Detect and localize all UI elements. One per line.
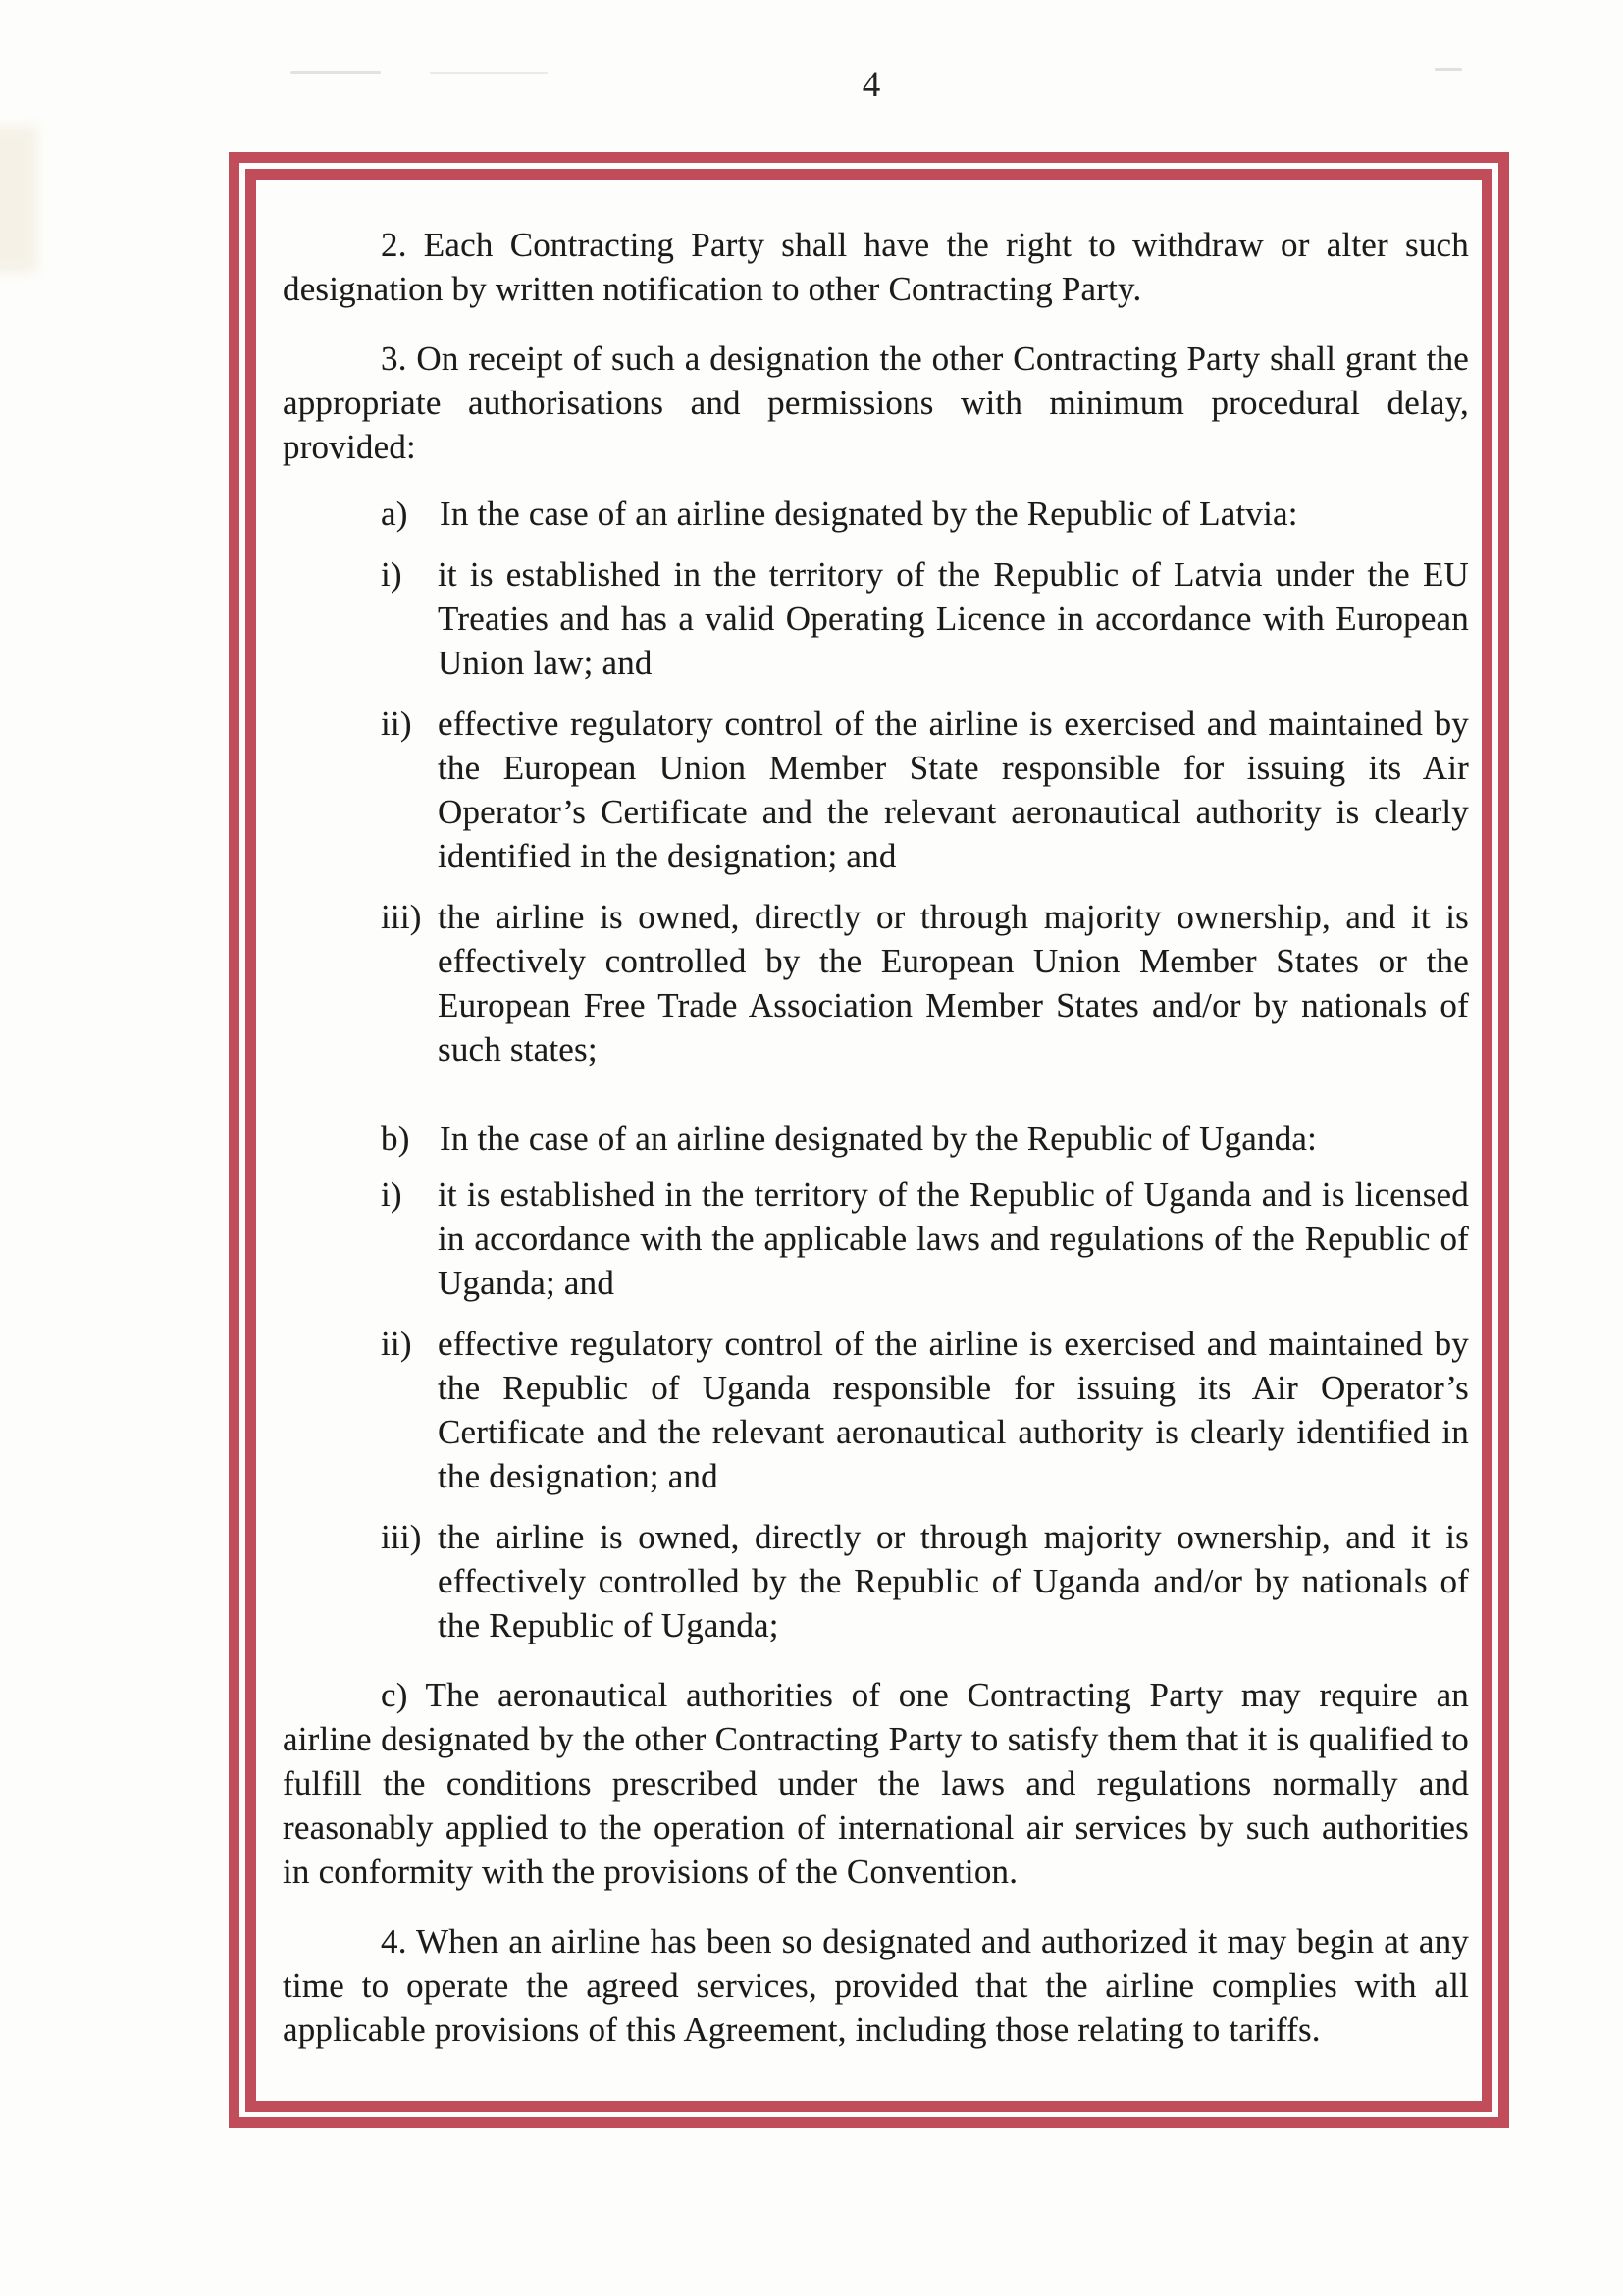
- list-marker: b): [381, 1120, 410, 1158]
- paragraph-text: In the case of an airline designated by the Republic of Latvia:: [440, 495, 1298, 533]
- paragraph-text: the airline is owned, directly or through majority ownership, and it is effectively controlled by the Republic of Uganda and/or by nationals of the Republic of Uganda;: [438, 1518, 1469, 1644]
- document-body: [283, 223, 1469, 2101]
- paragraph: [283, 1919, 1469, 2052]
- list-item: [283, 552, 1469, 685]
- list-marker: iii): [381, 1518, 422, 1556]
- list-item: [283, 1117, 1469, 1161]
- paragraph-text: it is established in the territory of the Republic of Latvia under the EU Treaties and has a valid Operating Licence in accordance with European Union law; and: [438, 555, 1469, 682]
- list-marker: iii): [381, 898, 422, 936]
- paragraph-text: 4. When an airline has been so designated and authorized it may begin at any time to operate the agreed services, provided that the airline complies with all applicable provisions of this Agreement, including those relating to tariffs.: [283, 1922, 1469, 2049]
- scan-artifact-dash: [290, 71, 381, 74]
- list-item: [283, 895, 1469, 1071]
- list-marker: i): [381, 555, 402, 594]
- list-item: [283, 702, 1469, 878]
- paragraph-text: 3. On receipt of such a designation the other Contracting Party shall grant the appropriate authorisations and permissions with minimum procedural delay, provided:: [283, 339, 1469, 466]
- list-marker: i): [381, 1175, 402, 1214]
- paragraph-text: In the case of an airline designated by the Republic of Uganda:: [440, 1120, 1318, 1158]
- list-marker: ii): [381, 704, 412, 743]
- paragraph-text: effective regulatory control of the airline is exercised and maintained by the European Union Member State responsible for issuing its Air Operator’s Certificate and the relevant aeronautical authority is clearly identified in the designation; and: [438, 704, 1469, 875]
- list-item: [283, 492, 1469, 536]
- list-marker: ii): [381, 1325, 412, 1363]
- paragraph: [283, 337, 1469, 469]
- decorative-border-outer: [229, 152, 1509, 2128]
- paragraph-text: c) The aeronautical authorities of one Contracting Party may require an airline designated by the other Contracting Party to satisfy them that it is qualified to fulfill the conditions prescribed under the laws and regulations normally and reasonably applied to the operation of international air services by such authorities in conformity with the provisions of the Convention.: [283, 1676, 1469, 1891]
- paragraph-text: effective regulatory control of the airline is exercised and maintained by the Republic of Uganda responsible for issuing its Air Operator’s Certificate and the relevant aeronautical authority is clearly identified in the designation; and: [438, 1325, 1469, 1495]
- scan-artifact-smudge: [0, 126, 37, 273]
- list-item: [283, 1322, 1469, 1498]
- list-item: [283, 1515, 1469, 1647]
- list-marker: a): [381, 495, 408, 533]
- scan-artifact-dash: [1435, 68, 1462, 71]
- paragraph-text: the airline is owned, directly or through majority ownership, and it is effectively controlled by the European Union Member States or the European Free Trade Association Member States and/or by nationals of such states;: [438, 898, 1469, 1069]
- page-number: 4: [862, 65, 881, 105]
- paragraph-text: it is established in the territory of the Republic of Uganda and is licensed in accordance with the applicable laws and regulations of the Republic of Uganda; and: [438, 1175, 1469, 1302]
- paragraph-text: 2. Each Contracting Party shall have the right to withdraw or alter such designation by written notification to other Contracting Party.: [283, 226, 1469, 308]
- paragraph: [283, 223, 1469, 311]
- paragraph: [283, 1673, 1469, 1894]
- scan-artifact-dash: [430, 72, 548, 74]
- decorative-border-inner: [245, 169, 1492, 2112]
- list-item: [283, 1173, 1469, 1305]
